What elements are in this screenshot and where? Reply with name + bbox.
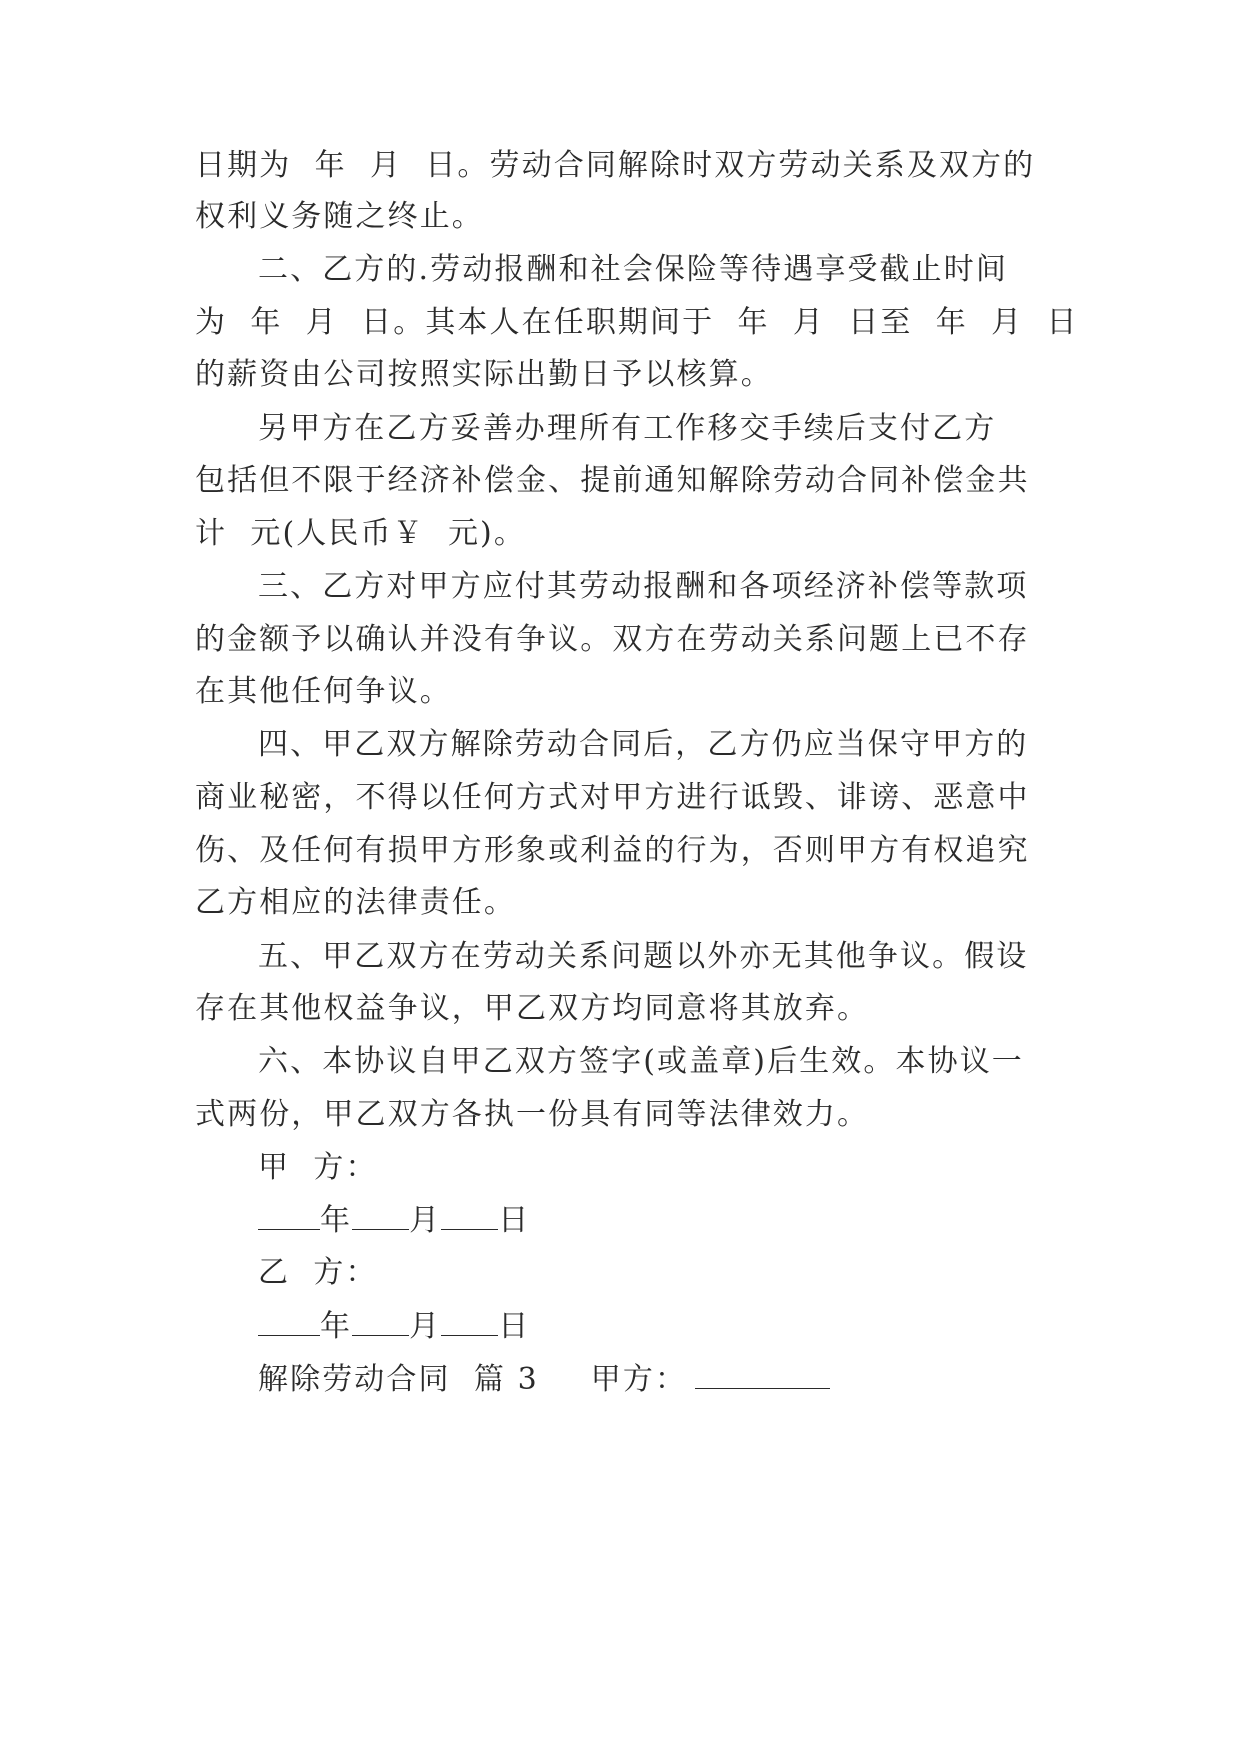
footer-line [258, 1360, 1118, 1400]
party-a-label: 甲 方： [258, 1150, 378, 1185]
text-line: 日期为 年 月 日。劳动合同解除时双方劳动关系及双方的 [195, 148, 1036, 183]
year-label: 年 [320, 1309, 353, 1344]
text-line: 伤、及任何有损甲方形象或利益的行为，否则甲方有权追究 [195, 833, 1030, 868]
day-label: 日 [498, 1203, 531, 1238]
day-blank [441, 1307, 498, 1336]
text-line: 在其他任何争议。 [195, 674, 452, 709]
text-line: 为 年 月 日。其本人在任职期间于 年 月 日至 年 月 日 [195, 305, 1079, 340]
signature-blank [695, 1360, 830, 1389]
text-line: 包括但不限于经济补偿金、提前通知解除劳动合同补偿金共 [195, 463, 1030, 498]
party-b-date [258, 1307, 1118, 1347]
year-blank [258, 1201, 320, 1230]
clause-3: 三、乙方对甲方应付其劳动报酬和各项经济补偿等款项 [258, 569, 1029, 604]
party-a-date [258, 1201, 1118, 1241]
day-label: 日 [498, 1309, 531, 1344]
month-blank [352, 1201, 409, 1230]
compensation-paragraph: 另甲方在乙方妥善办理所有工作移交手续后支付乙方 [258, 411, 997, 446]
month-label: 月 [409, 1309, 442, 1344]
footer-party-a-label: 甲方： [590, 1362, 688, 1397]
text-line: 存在其他权益争议，甲乙双方均同意将其放弃。 [195, 991, 870, 1026]
year-blank [258, 1307, 320, 1336]
clause-4: 四、甲乙双方解除劳动合同后，乙方仍应当保守甲方的 [258, 727, 1029, 762]
section-title: 解除劳动合同 篇 3 [258, 1362, 539, 1397]
text-line: 的薪资由公司按照实际出勤日予以核算。 [195, 357, 773, 392]
clause-6: 六、本协议自甲乙双方签字(或盖章)后生效。本协议一 [258, 1044, 1024, 1079]
clause-2: 二、乙方的.劳动报酬和社会保险等待遇享受截止时间 [258, 252, 1008, 287]
text-line: 商业秘密，不得以任何方式对甲方进行诋毁、诽谤、恶意中 [195, 780, 1030, 815]
text-line: 的金额予以确认并没有争议。双方在劳动关系问题上已不存 [195, 622, 1030, 657]
day-blank [441, 1201, 498, 1230]
text-line: 式两份，甲乙双方各执一份具有同等法律效力。 [195, 1097, 870, 1132]
text-line: 乙方相应的法律责任。 [195, 885, 516, 920]
month-label: 月 [409, 1203, 442, 1238]
party-b-label: 乙 方： [258, 1255, 378, 1290]
text-line: 计 元(人民币￥ 元)。 [195, 516, 526, 551]
month-blank [352, 1307, 409, 1336]
text-line: 权利义务随之终止。 [195, 199, 484, 234]
year-label: 年 [320, 1203, 353, 1238]
clause-5: 五、甲乙双方在劳动关系问题以外亦无其他争议。假设 [258, 939, 1029, 974]
